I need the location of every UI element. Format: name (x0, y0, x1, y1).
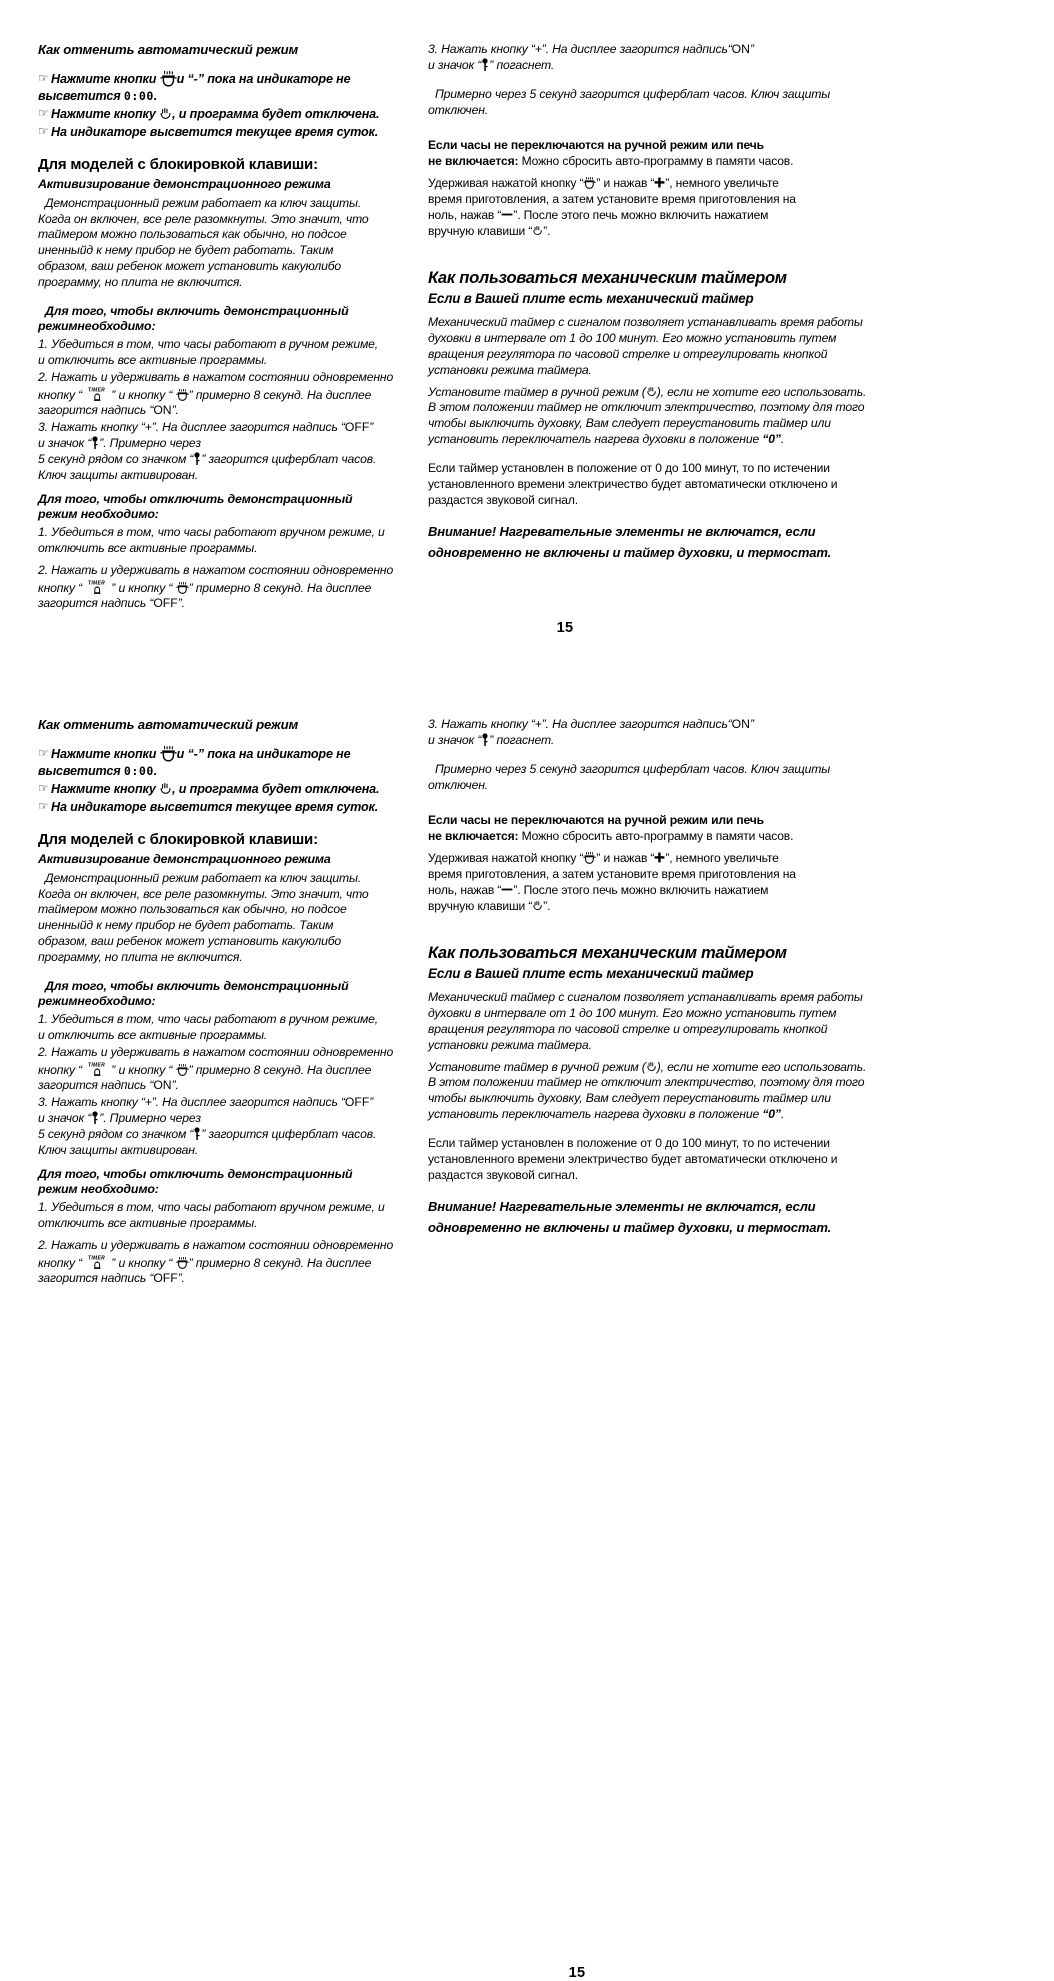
warning-text: Нагревательные элементы не включатся, если (496, 1198, 816, 1214)
step-text: кнопку “ (38, 1062, 83, 1077)
heading-line: Для того, чтобы отключить демонстрационный (38, 491, 353, 506)
step-text: и значок “ (38, 436, 92, 451)
enable-step-2 (38, 370, 412, 420)
para-line: установки режима таймера. (428, 1037, 592, 1052)
troubleshooting-paragraph (428, 813, 926, 845)
trouble-bold: не включается: (428, 154, 519, 169)
position-value: “0” (762, 1107, 781, 1122)
fix-text: ”. После этого печь можно включить нажатием (513, 208, 769, 223)
heading-enable-demo (38, 979, 412, 1010)
para-line: духовки в интервале от 1 до 100 минут. Его можно установить путем (428, 1006, 837, 1020)
hand-palm-icon (646, 386, 657, 398)
bullet-text-after: и “-” пока на индикаторе не высветится (38, 71, 351, 104)
bullet-text-after: , и программа будет отключена. (172, 782, 380, 797)
bullet-text-before: На индикаторе высветится текущее время суток. (51, 125, 379, 140)
manual-page-copy-2 (0, 675, 954, 1981)
para-text: ), если не хотите его использовать. (656, 384, 867, 399)
para-line: отключен. (428, 102, 489, 117)
heading-cancel-auto-mode: Как отменить автоматический режим (38, 717, 299, 732)
svg-text:TIMER: TIMER (88, 1062, 106, 1069)
demo-line: Демонстрационный режим работает ка ключ защиты. (45, 195, 362, 210)
demo-line: таймером можно пользоваться как обычно, но подсое (38, 227, 347, 242)
step-text: загорится надпись “ (38, 1271, 154, 1286)
hand-palm-icon (159, 782, 172, 796)
para-line: Механический таймер с сигналом позволяет устанавливать время работы (428, 315, 863, 330)
demo-line: Демонстрационный режим работает ка ключ защиты. (45, 870, 362, 885)
para-line: установленного времени электричество будет автоматически отключено и (428, 476, 838, 491)
step-text: загорится надпись “ (38, 403, 154, 418)
disable-step-1 (38, 525, 412, 557)
subheading-mechanical-timer: Если в Вашей плите есть механический таймер (428, 291, 754, 307)
bullet-item (38, 781, 412, 798)
demo-line: образом, ваш ребенок может установить какуюлибо (38, 934, 342, 949)
warning-paragraph (428, 1197, 926, 1239)
step-line: отключить все активные программы. (38, 1215, 258, 1230)
warning-label: Внимание! (428, 1198, 497, 1214)
heading-cancel-auto-mode: Как отменить автоматический режим (38, 42, 299, 57)
fix-text: ”. (543, 899, 551, 914)
step-text: ” погаснет. (489, 732, 555, 747)
para-text: установить переключатель нагрева духовки в положение (428, 432, 763, 447)
plus-icon (654, 852, 665, 863)
demo-line: образом, ваш ребенок может установить какуюлибо (38, 259, 342, 274)
para-line: вращения регулятора по часовой стрелке и отрегулировать кнопкой (428, 1021, 828, 1036)
bullet-text-end: . (153, 764, 158, 779)
subheading-mechanical-timer: Если в Вашей плите есть механический таймер (428, 966, 754, 982)
step-text: . На дисплее загорится надпись “ (155, 1095, 345, 1110)
step-text: ” (369, 420, 374, 435)
step-text: ” загорится циферблат часов. (201, 1127, 377, 1142)
mech-timer-paragraph-3 (428, 461, 926, 509)
display-value: OFF (153, 596, 178, 611)
bullet-text-after: и “-” пока на индикаторе не высветится (38, 746, 351, 779)
step-text: загорится надпись “ (38, 596, 154, 611)
para-text: . (780, 432, 785, 447)
enable-step-3 (38, 1095, 412, 1158)
left-column (0, 42, 420, 618)
step-line: 2. Нажать и удерживать в нажатом состоянии одновременно (38, 1237, 394, 1252)
demo-paragraph (38, 871, 412, 966)
bullet-item (38, 106, 412, 123)
heading-line: режим необходимо: (38, 1182, 159, 1197)
fix-text: время приготовления, а затем установите время приготовления на (428, 192, 796, 207)
fix-text: ”. После этого печь можно включить нажатием (513, 883, 769, 898)
pot-steam-icon (160, 746, 177, 761)
warning-text: Нагревательные элементы не включатся, если (496, 523, 816, 539)
step-line: 1. Убедиться в том, что часы работают вручном режиме, и (38, 525, 385, 540)
para-line: В этом положении таймер не отключит электричество, поэтому для того (428, 400, 865, 415)
para-text: установить переключатель нагрева духовки в положение (428, 1107, 763, 1122)
display-value: ON (731, 42, 750, 56)
warning-text: одновременно не включены и таймер духовки, и термостат. (428, 544, 832, 560)
step-text: 3. Нажать кнопку “+” (428, 717, 546, 731)
timer-bell-icon (85, 386, 111, 403)
pot-steam-icon (160, 71, 177, 86)
fix-text: вручную клавиши “ (428, 899, 533, 914)
trouble-bold: Если часы не переключаются на ручной режим или печь (428, 813, 764, 828)
step-line: 1. Убедиться в том, что часы работают в ручном режиме, (38, 337, 379, 352)
para-line: Примерно через 5 секунд загорится циферблат часов. Ключ защиты (435, 86, 831, 101)
para-line: установленного времени электричество будет автоматически отключено и (428, 1151, 838, 1166)
warning-text: одновременно не включены и таймер духовки, и термостат. (428, 1219, 832, 1235)
step-3-continued (428, 42, 926, 74)
step-text: и значок “ (428, 732, 482, 747)
heading-mechanical-timer: Как пользоваться механическим таймером (428, 268, 787, 288)
heading-disable-demo (38, 492, 412, 523)
step-text: Ключ защиты активирован. (38, 1142, 198, 1157)
bullet-text-before: Нажмите кнопку (51, 107, 156, 122)
heading-key-lock-models: Для моделей с блокировкой клавиши: (38, 831, 318, 849)
mech-timer-paragraph-2 (428, 1060, 926, 1123)
para-text: ), если не хотите его использовать. (656, 1059, 867, 1074)
hand-pointer-icon: ☞ (38, 781, 49, 796)
enable-step-2 (38, 1045, 412, 1095)
step-text: и значок “ (38, 1111, 92, 1126)
bullet-text-before: На индикаторе высветится текущее время суток. (51, 800, 379, 815)
para-line: чтобы выключить духовку, Вам следует переустановить таймер или (428, 1091, 831, 1106)
step-line: 1. Убедиться в том, что часы работают в ручном режиме, (38, 1012, 379, 1027)
svg-text:TIMER: TIMER (88, 1255, 106, 1262)
step-text: ”. (177, 596, 185, 611)
step-text: 5 секунд рядом со значком “ (38, 452, 194, 467)
para-line: Если таймер установлен в положение от 0 до 100 минут, то по истечении (428, 1136, 830, 1151)
hand-pointer-icon: ☞ (38, 799, 49, 814)
step-text: ” загорится циферблат часов. (201, 452, 377, 467)
step-text: ” примерно 8 секунд. На дисплее (188, 387, 372, 402)
svg-text:TIMER: TIMER (88, 387, 106, 394)
hand-pointer-icon: ☞ (38, 70, 49, 85)
manual-page-copy-1 (0, 0, 954, 675)
heading-line: Для того, чтобы отключить демонстрационный (38, 1166, 353, 1181)
hand-pointer-icon: ☞ (38, 124, 49, 139)
troubleshooting-paragraph (428, 138, 926, 170)
step-text: ” примерно 8 секунд. На дисплее (188, 580, 372, 595)
para-line: вращения регулятора по часовой стрелке и отрегулировать кнопкой (428, 346, 828, 361)
demo-line: Когда он включен, все реле разомкнуты. Это значит, что (38, 886, 369, 901)
bullet-text-before: Нажмите кнопку (51, 782, 156, 797)
para-text: . (780, 1107, 785, 1122)
svg-text:TIMER: TIMER (88, 580, 106, 587)
fix-text: ”, немного увеличьте (665, 176, 779, 191)
step-text: ” и кнопку “ (111, 1255, 173, 1270)
pot-steam-icon (176, 1064, 189, 1076)
step-text: 3. Нажать кнопку “+” (38, 420, 156, 435)
position-value: “0” (762, 432, 781, 447)
timer-bell-icon (85, 579, 111, 596)
trouble-rest: Можно сбросить авто-программу в памяти часов. (518, 829, 794, 844)
step-text: . На дисплее загорится надпись“ (545, 42, 732, 56)
bullet-text-before: Нажмите кнопки (51, 71, 157, 86)
step-text: . На дисплее загорится надпись“ (545, 717, 732, 731)
left-column (0, 717, 420, 1293)
mech-timer-paragraph-1 (428, 990, 926, 1053)
disable-step-2 (38, 1238, 412, 1288)
step-3-continued (428, 717, 926, 749)
demo-line: иненныйд к нему прибор не будет работать. Таким (38, 243, 334, 258)
heading-key-lock-models: Для моделей с блокировкой клавиши: (38, 156, 318, 174)
heading-line: Для того, чтобы включить демонстрационный (45, 978, 349, 993)
trouble-rest: Можно сбросить авто-программу в памяти часов. (518, 154, 794, 169)
hand-pointer-icon: ☞ (38, 745, 49, 760)
step-text: ”. (171, 1078, 179, 1093)
fix-text: ноль, нажав “ (428, 208, 502, 223)
hand-palm-icon (532, 900, 543, 912)
bullet-item (38, 71, 412, 105)
fix-paragraph (428, 176, 926, 240)
bullet-text-after: , и программа будет отключена. (172, 107, 380, 122)
trouble-bold: не включается: (428, 829, 519, 844)
para-line: Примерно через 5 секунд загорится циферблат часов. Ключ защиты (435, 761, 831, 776)
approx-paragraph (428, 762, 926, 794)
step-text: ” (749, 42, 754, 56)
demo-line: таймером можно пользоваться как обычно, но подсое (38, 902, 347, 917)
step-text: ” (749, 717, 754, 731)
pot-steam-icon (583, 177, 596, 189)
hand-palm-icon (159, 107, 172, 121)
step-line: 1. Убедиться в том, что часы работают вручном режиме, и (38, 1200, 385, 1215)
heading-demo-activate: Активизирование демонстрационного режима (38, 177, 331, 192)
step-text: ” погаснет. (489, 57, 555, 72)
heading-line: режимнеобходимо: (38, 319, 156, 334)
heading-demo-activate: Активизирование демонстрационного режима (38, 852, 331, 867)
display-value: OFF (344, 420, 370, 435)
minus-icon (501, 884, 513, 895)
display-value: OFF (153, 1271, 178, 1286)
step-text: ”. Примерно через (99, 436, 201, 451)
approx-paragraph (428, 87, 926, 119)
step-text: ” и кнопку “ (111, 1062, 173, 1077)
fix-text: Удерживая нажатой кнопку “ (428, 176, 584, 191)
hand-pointer-icon: ☞ (38, 106, 49, 121)
step-text: кнопку “ (38, 1255, 83, 1270)
step-line: и отключить все активные программы. (38, 1027, 268, 1042)
fix-text: Удерживая нажатой кнопку “ (428, 851, 584, 866)
para-line: чтобы выключить духовку, Вам следует переустановить таймер или (428, 416, 831, 431)
step-text: ” и кнопку “ (111, 580, 173, 595)
heading-disable-demo (38, 1167, 412, 1198)
hand-palm-icon (532, 225, 543, 237)
lcd-value: 0:00 (123, 764, 154, 779)
step-text: ”. Примерно через (99, 1111, 201, 1126)
step-text: кнопку “ (38, 387, 83, 402)
pot-steam-icon (176, 389, 189, 401)
disable-step-2 (38, 563, 412, 613)
step-text: ”. (171, 403, 179, 418)
step-text: и значок “ (428, 57, 482, 72)
heading-mechanical-timer: Как пользоваться механическим таймером (428, 943, 787, 963)
display-value: OFF (344, 1095, 370, 1110)
demo-line: Когда он включен, все реле разомкнуты. Это значит, что (38, 211, 369, 226)
fix-text: ”. (543, 224, 551, 239)
para-text: Установите таймер в ручной режим ( (428, 1059, 646, 1074)
mech-timer-paragraph-1 (428, 315, 926, 378)
hand-palm-icon (646, 1061, 657, 1073)
fix-text: ”, немного увеличьте (665, 851, 779, 866)
page-number: 15 (568, 1965, 586, 1981)
step-text: 3. Нажать кнопку “+” (38, 1095, 156, 1110)
step-text: . На дисплее загорится надпись “ (155, 420, 345, 435)
para-line: Если таймер установлен в положение от 0 до 100 минут, то по истечении (428, 461, 830, 476)
step-line: отключить все активные программы. (38, 540, 258, 555)
heading-line: режимнеобходимо: (38, 994, 156, 1009)
demo-line: программу, но плита не включится. (38, 274, 243, 289)
step-text: ” примерно 8 секунд. На дисплее (188, 1062, 372, 1077)
para-line: духовки в интервале от 1 до 100 минут. Его можно установить путем (428, 331, 837, 345)
step-text: загорится надпись “ (38, 1078, 154, 1093)
timer-bell-icon (85, 1254, 111, 1271)
step-line: 2. Нажать и удерживать в нажатом состоянии одновременно (38, 1044, 394, 1059)
right-column (420, 42, 954, 618)
fix-paragraph (428, 851, 926, 915)
fix-text: вручную клавиши “ (428, 224, 533, 239)
step-text: ” и кнопку “ (111, 387, 173, 402)
timer-bell-icon (85, 1061, 111, 1078)
warning-paragraph (428, 522, 926, 564)
pot-steam-icon (583, 852, 596, 864)
plus-icon (654, 177, 665, 188)
step-text: ” примерно 8 секунд. На дисплее (188, 1255, 372, 1270)
trouble-bold: Если часы не переключаются на ручной режим или печь (428, 138, 764, 153)
heading-line: Для того, чтобы включить демонстрационный (45, 303, 349, 318)
heading-enable-demo (38, 304, 412, 335)
page-columns (0, 42, 954, 618)
para-text: Установите таймер в ручной режим ( (428, 384, 646, 399)
step-line: и отключить все активные программы. (38, 352, 268, 367)
step-text: ”. (177, 1271, 185, 1286)
demo-line: иненныйд к нему прибор не будет работать. Таким (38, 918, 334, 933)
para-line: раздастся звуковой сигнал. (428, 492, 578, 507)
display-value: ON (153, 1078, 172, 1093)
para-line: В этом положении таймер не отключит электричество, поэтому для того (428, 1075, 865, 1090)
pot-steam-icon (176, 582, 189, 594)
fix-text: ” и нажав “ (596, 851, 655, 866)
right-column (420, 717, 954, 1293)
para-line: раздастся звуковой сигнал. (428, 1167, 578, 1182)
bullet-text-before: Нажмите кнопки (51, 746, 157, 761)
step-text: 3. Нажать кнопку “+” (428, 42, 546, 56)
step-text: ” (369, 1095, 374, 1110)
enable-step-3 (38, 420, 412, 483)
enable-step-1 (38, 1012, 412, 1044)
page-number: 15 (556, 620, 574, 636)
step-text: кнопку “ (38, 580, 83, 595)
demo-line: программу, но плита не включится. (38, 949, 243, 964)
demo-paragraph (38, 196, 412, 291)
step-text: Ключ защиты активирован. (38, 467, 198, 482)
bullet-text-end: . (153, 89, 158, 104)
mech-timer-paragraph-3 (428, 1136, 926, 1184)
disable-step-1 (38, 1200, 412, 1232)
page-columns (0, 717, 954, 1293)
bullet-item (38, 746, 412, 780)
display-value: ON (153, 403, 172, 418)
bullet-item (38, 124, 412, 141)
display-value: ON (731, 717, 750, 731)
warning-label: Внимание! (428, 523, 497, 539)
step-line: 2. Нажать и удерживать в нажатом состоянии одновременно (38, 369, 394, 384)
para-line: установки режима таймера. (428, 362, 592, 377)
heading-line: режим необходимо: (38, 507, 159, 522)
mech-timer-paragraph-2 (428, 385, 926, 448)
step-text: 5 секунд рядом со значком “ (38, 1127, 194, 1142)
minus-icon (501, 209, 513, 220)
para-line: отключен. (428, 777, 489, 792)
para-line: Механический таймер с сигналом позволяет устанавливать время работы (428, 990, 863, 1005)
bullet-item (38, 799, 412, 816)
fix-text: время приготовления, а затем установите время приготовления на (428, 867, 796, 882)
fix-text: ноль, нажав “ (428, 883, 502, 898)
pot-steam-icon (176, 1257, 189, 1269)
enable-step-1 (38, 337, 412, 369)
step-line: 2. Нажать и удерживать в нажатом состоянии одновременно (38, 562, 394, 577)
fix-text: ” и нажав “ (596, 176, 655, 191)
lcd-value: 0:00 (123, 89, 154, 104)
